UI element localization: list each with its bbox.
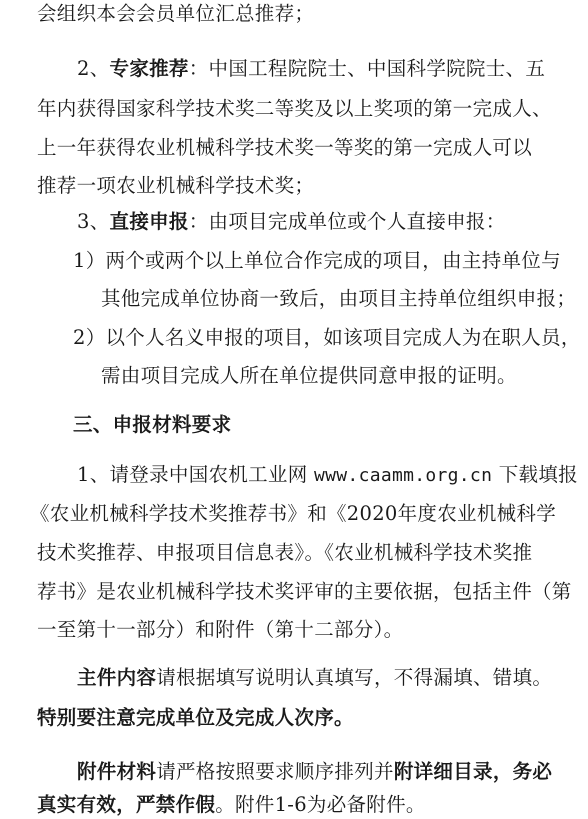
bold-term: 专家推荐 (109, 57, 189, 80)
text: ：中国工程院院士、中国科学院院士、五 (188, 57, 546, 80)
text: 上一年获得农业机械科学技术奖一等奖的第一完成人可以 (37, 136, 533, 159)
paragraph-line (77, 208, 506, 236)
text: 推荐一项农业机械科学技术奖； (37, 174, 315, 197)
text: 需由项目完成人所在单位提供同意申报的证明。 (101, 364, 517, 387)
paragraph-line (37, 539, 532, 567)
list-number: 2、 (77, 57, 110, 80)
text: 下载填报 (498, 463, 578, 486)
text: 《农业机械科学技术奖推荐书》和《2020年度农业机械科学 (30, 502, 557, 525)
text: 2）以个人名义申报的项目，如该项目完成人为在职人员， (73, 326, 581, 349)
bold-term: 附件材料 (77, 760, 157, 783)
text: 1、请登录中国农机工业网 (77, 463, 308, 486)
paragraph-line (73, 324, 581, 352)
paragraph-line (101, 362, 517, 390)
list-number: 3、 (77, 210, 110, 233)
bold-term: 主件内容 (77, 666, 157, 689)
paragraph-line (37, 172, 314, 200)
paragraph-line (37, 616, 403, 644)
text: 请根据填写说明认真填写，不得漏填、错填。 (156, 666, 553, 689)
paragraph-line (37, 0, 314, 28)
paragraph-line (77, 664, 552, 692)
text: 其他完成单位协商一致后，由项目主持单位组织申报； (101, 287, 577, 310)
text: 请严格按照要求顺序排列并 (156, 760, 394, 783)
paragraph-line (101, 285, 576, 313)
section-heading (73, 411, 231, 439)
bold-term: 直接申报 (109, 210, 189, 233)
text: 。附件1-6为必备附件。 (215, 793, 426, 816)
paragraph-line (77, 758, 552, 786)
text: 会组织本会会员单位汇总推荐； (37, 2, 315, 25)
bold-text: 真实有效，严禁作假 (37, 793, 216, 816)
text: ：由项目完成单位或个人直接申报： (188, 210, 506, 233)
paragraph-line (77, 55, 545, 83)
paragraph-line (77, 461, 578, 490)
paragraph-line (37, 704, 354, 732)
text: 技术奖推荐、申报项目信息表》。《农业机械科学技术奖推 (37, 541, 533, 564)
text: 荐书》是农业机械科学技术奖评审的主要依据，包括主件（第 (37, 580, 572, 603)
paragraph-line (37, 578, 572, 606)
heading-text: 三、申报材料要求 (73, 413, 232, 436)
paragraph-line (37, 791, 426, 819)
text: 一至第十一部分）和附件（第十二部分）。 (37, 618, 404, 641)
bold-text: 特别要注意完成单位及完成人次序。 (37, 706, 354, 729)
paragraph-line (30, 500, 556, 528)
bold-text: 附详细目录，务必 (393, 760, 553, 783)
website-url: www.caamm.org.cn (314, 465, 493, 486)
paragraph-line (73, 247, 561, 275)
paragraph-line (37, 134, 532, 162)
paragraph-line (37, 95, 552, 123)
text: 1）两个或两个以上单位合作完成的项目，由主持单位与 (73, 249, 561, 272)
text: 年内获得国家科学技术奖二等奖及以上奖项的第一完成人、 (37, 97, 552, 120)
